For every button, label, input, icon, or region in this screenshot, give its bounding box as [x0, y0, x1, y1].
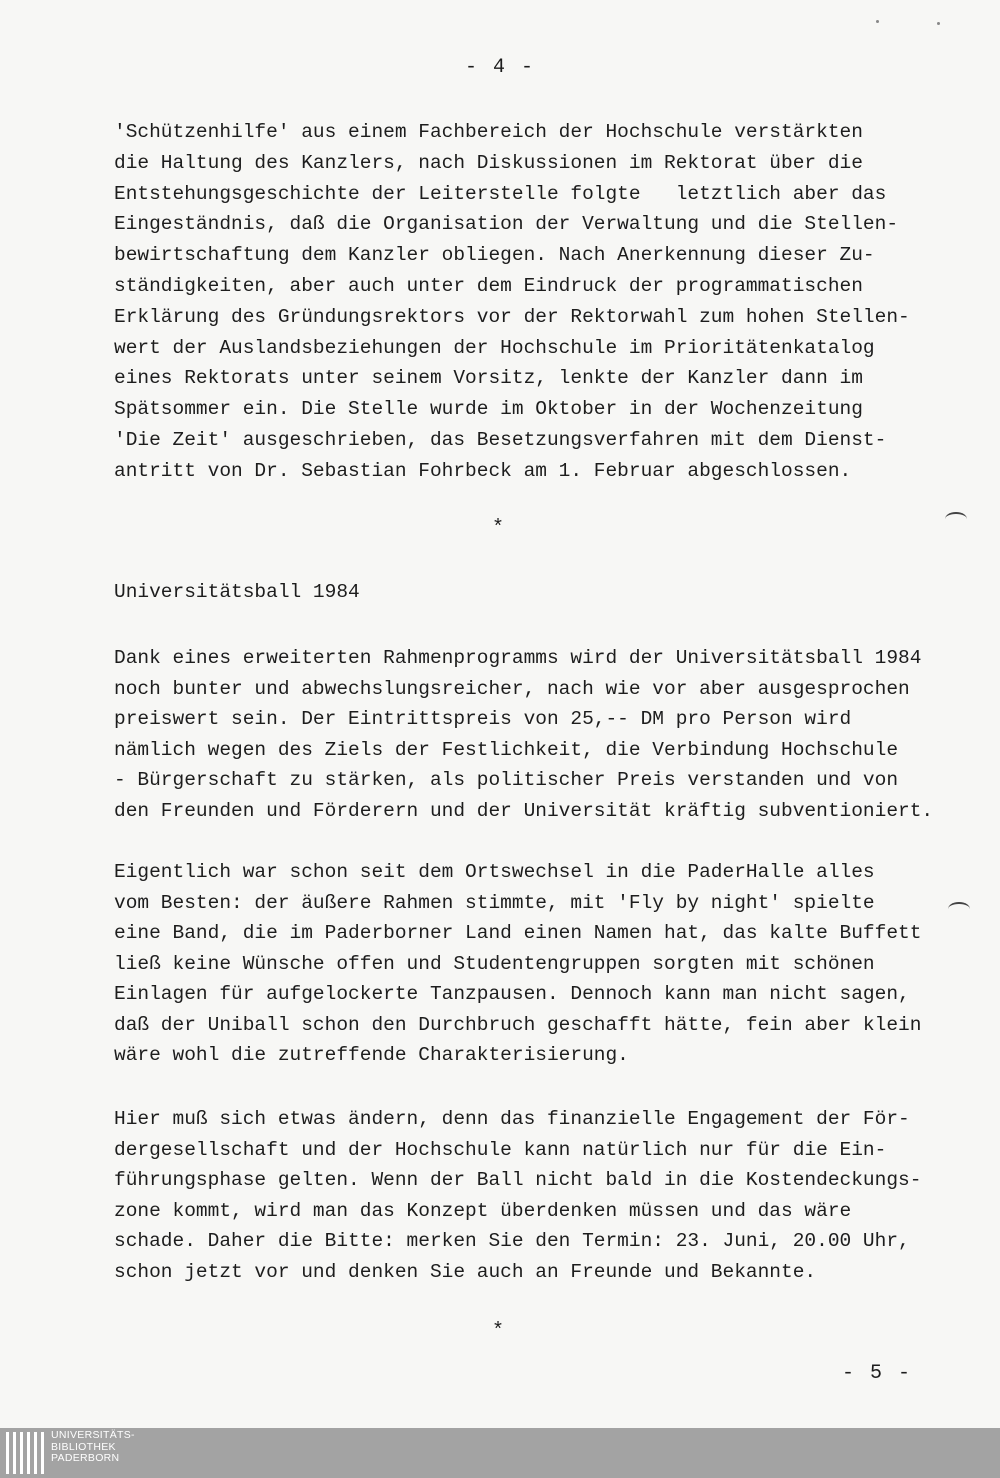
- ball-paragraph-2: Eigentlich war schon seit dem Ortswechsel in die PaderHalle alles vom Besten: der äußere Rahmen stimmte, mit 'Fly by night' spielte eine Band, die im Paderborner Land einen Namen hat, das kalte Buffett ließ keine Wünsche offen und Studentengruppen sorgten mit schönen Einlagen für aufgelockerte Tanzpausen. Dennoch kann man nicht sagen, daß der Uniball schon den Durchbruch geschafft hätte, fein aber klein wäre wohl die zutreffende Charakterisierung.: [114, 861, 922, 1066]
- library-footer-bar: [0, 1428, 1000, 1478]
- scan-speck: [876, 20, 879, 23]
- library-logo-text: [51, 1430, 135, 1465]
- intro-paragraph: 'Schützenhilfe' aus einem Fachbereich der Hochschule verstärkten die Haltung des Kanzlers, nach Diskussionen im Rektorat über die Entstehungsgeschichte der Leiterstelle folgte letztlich aber das Eingeständnis, daß die Organisation der Verwaltung und die Stellen- bewirtschaftung dem Kanzler obliegen. Nach Anerkennung dieser Zu- ständigkeiten, aber auch unter dem Eindruck der programmatischen Erklärung des Gründungsrektors vor der Rektorwahl zum hohen Stellen- wert der Auslandsbeziehungen der Hochschule im Prioritätenkatalog eines Rektorats unter seinem Vorsitz, lenkte der Kanzler dann im Spätsommer ein. Die Stelle wurde im Oktober in der Wochenzeitung 'Die Zeit' ausgeschrieben, das Besetzungsverfahren mit dem Dienst- antritt von Dr. Sebastian Fohrbeck am 1. Februar abgeschlossen.: [114, 121, 910, 482]
- library-logo-line-2: BIBLIOTHEK: [51, 1440, 116, 1453]
- punch-hole-mark: [945, 512, 967, 526]
- ball-paragraph-1: Dank eines erweiterten Rahmenprogramms wird der Universitätsball 1984 noch bunter und abwechslungsreicher, nach wie vor aber ausgesprochen preiswert sein. Der Eintrittspreis von 25,-- DM pro Person wird nämlich wegen des Ziels der Festlichkeit, die Verbindung Hochschule - Bürgerschaft zu stärken, als politischer Preis verstanden und von den Freunden und Förderern und der Universität kräftig subventioniert.: [114, 647, 934, 822]
- section-heading: Universitätsball 1984: [114, 581, 360, 603]
- next-page-indicator: - 5 -: [842, 1362, 913, 1385]
- punch-hole-mark: [948, 902, 970, 916]
- section-separator: *: [491, 517, 504, 540]
- library-logo-line-3: PADERBORN: [51, 1452, 120, 1464]
- library-logo-line-1: UNIVERSITÄTS-: [51, 1429, 135, 1441]
- scan-speck: [937, 22, 940, 25]
- page-number: - 4 -: [464, 56, 535, 79]
- section-separator: *: [491, 1320, 504, 1343]
- ball-paragraph-3: Hier muß sich etwas ändern, denn das finanzielle Engagement der För- dergesellschaft und der Hochschule kann natürlich nur für die Ein- führungsphase gelten. Wenn der Ball nicht bald in die Kostendeckungs- zone kommt, wird man das Konzept überdenken müssen und das wäre schade. Daher die Bitte: merken Sie den Termin: 23. Juni, 20.00 Uhr, schon jetzt vor und denken Sie auch an Freunde und Bekannte.: [114, 1108, 922, 1283]
- library-logo-icon: [6, 1432, 46, 1474]
